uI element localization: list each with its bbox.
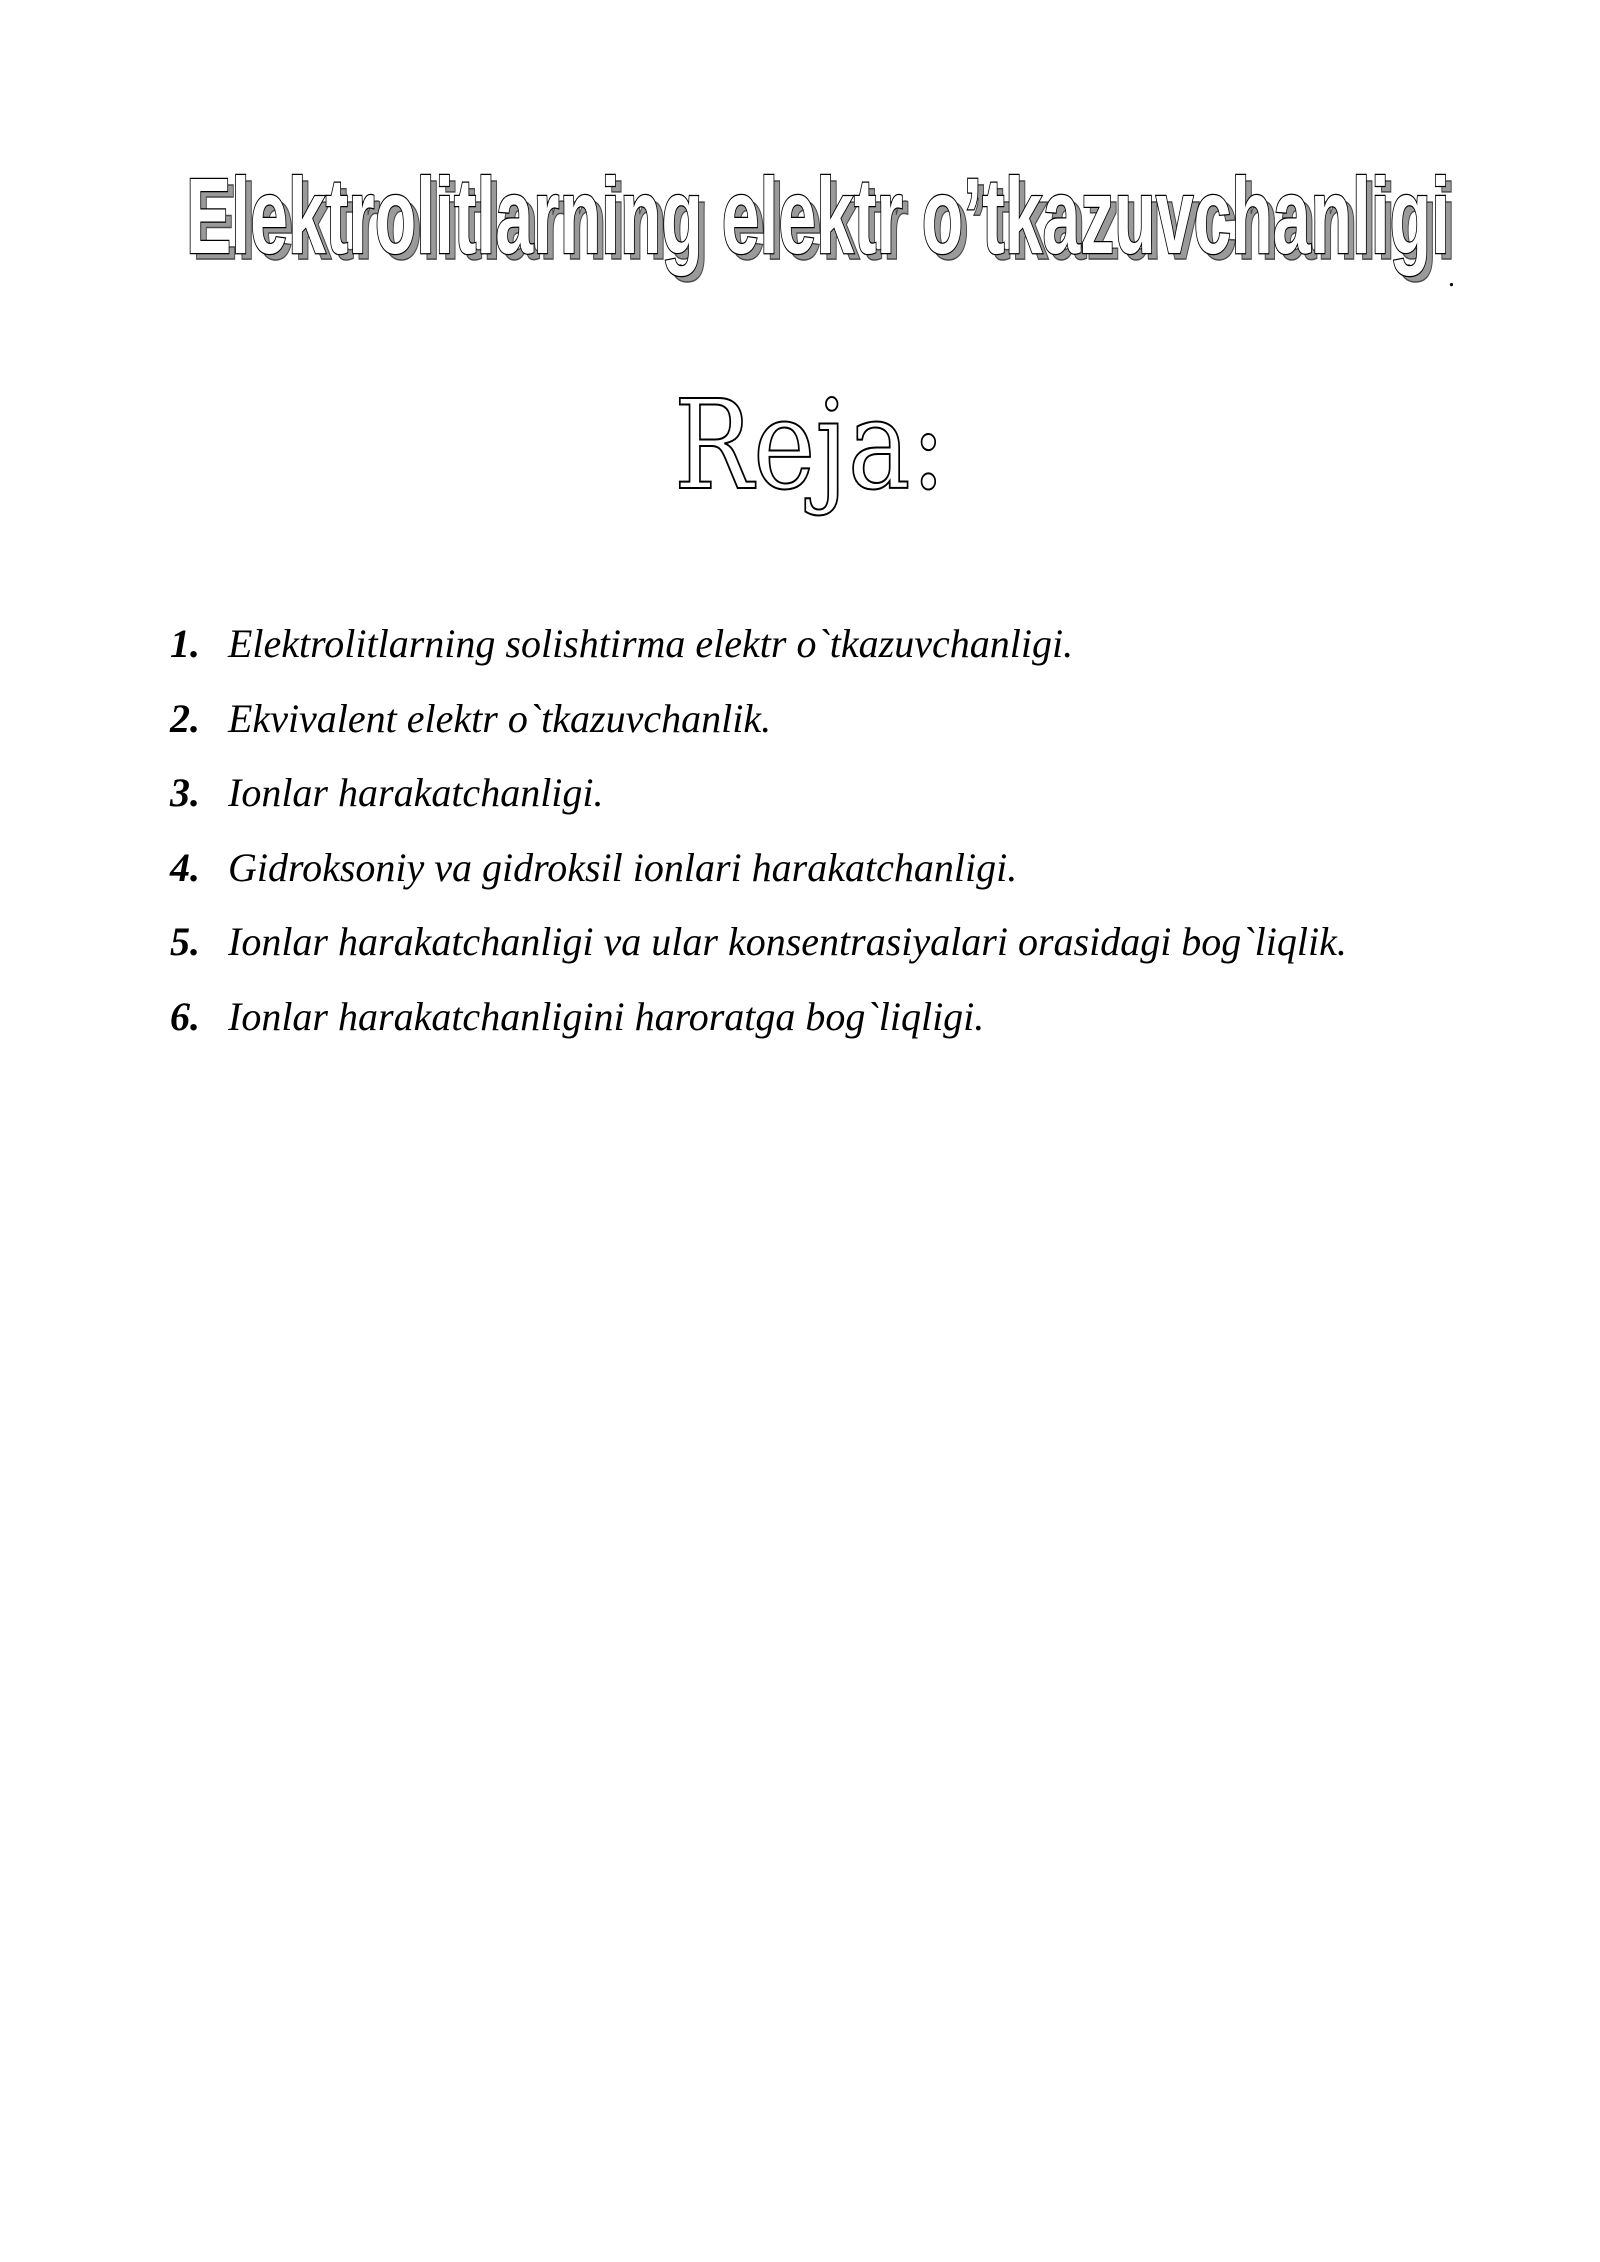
plan-item-number: 3. (170, 770, 200, 815)
plan-item-number: 2. (170, 695, 200, 741)
plan-item-text: Ekvivalent elektr o`tkazuvchanlik. (228, 695, 772, 741)
document-title (170, 140, 1470, 300)
plan-item-number: 4. (170, 844, 200, 890)
plan-item-number: 1. (170, 621, 200, 666)
title-trailing-mark: . (1448, 262, 1455, 293)
document-title-shadow: Elektrolitlarning elektr o’tkazuvchanligi (192, 161, 1456, 282)
plan-item-text: Ionlar harakatchanligi va ular konsentrasiyalari orasidagi bog`liqlik. (228, 919, 1347, 964)
plan-item-number: 6. (170, 993, 200, 1039)
plan-heading (650, 370, 970, 550)
plan-list-item (170, 918, 1470, 993)
plan-list-item (170, 620, 1470, 695)
plan-item-text: Ionlar harakatchanligini haroratga bog`liqligi. (228, 993, 985, 1039)
plan-item-text: Gidroksoniy va gidroksil ionlari harakatchanligi. (228, 844, 1018, 890)
plan-item-number: 5. (170, 919, 200, 964)
plan-list-item (170, 695, 1470, 770)
document-title-text: Elektrolitlarning elektr o’tkazuvchanligi (186, 155, 1450, 276)
plan-list-item (170, 769, 1470, 844)
plan-list (170, 620, 1470, 1067)
plan-heading-text: Reja: (674, 374, 946, 518)
plan-item-text: Ionlar harakatchanligi. (228, 770, 604, 815)
document-title-graphic (170, 140, 1470, 300)
plan-list-item (170, 844, 1470, 919)
plan-heading-graphic (650, 370, 970, 550)
plan-item-text: Elektrolitlarning solishtirma elektr o`tkazuvchanligi. (228, 621, 1074, 666)
plan-list-item (170, 993, 1470, 1068)
